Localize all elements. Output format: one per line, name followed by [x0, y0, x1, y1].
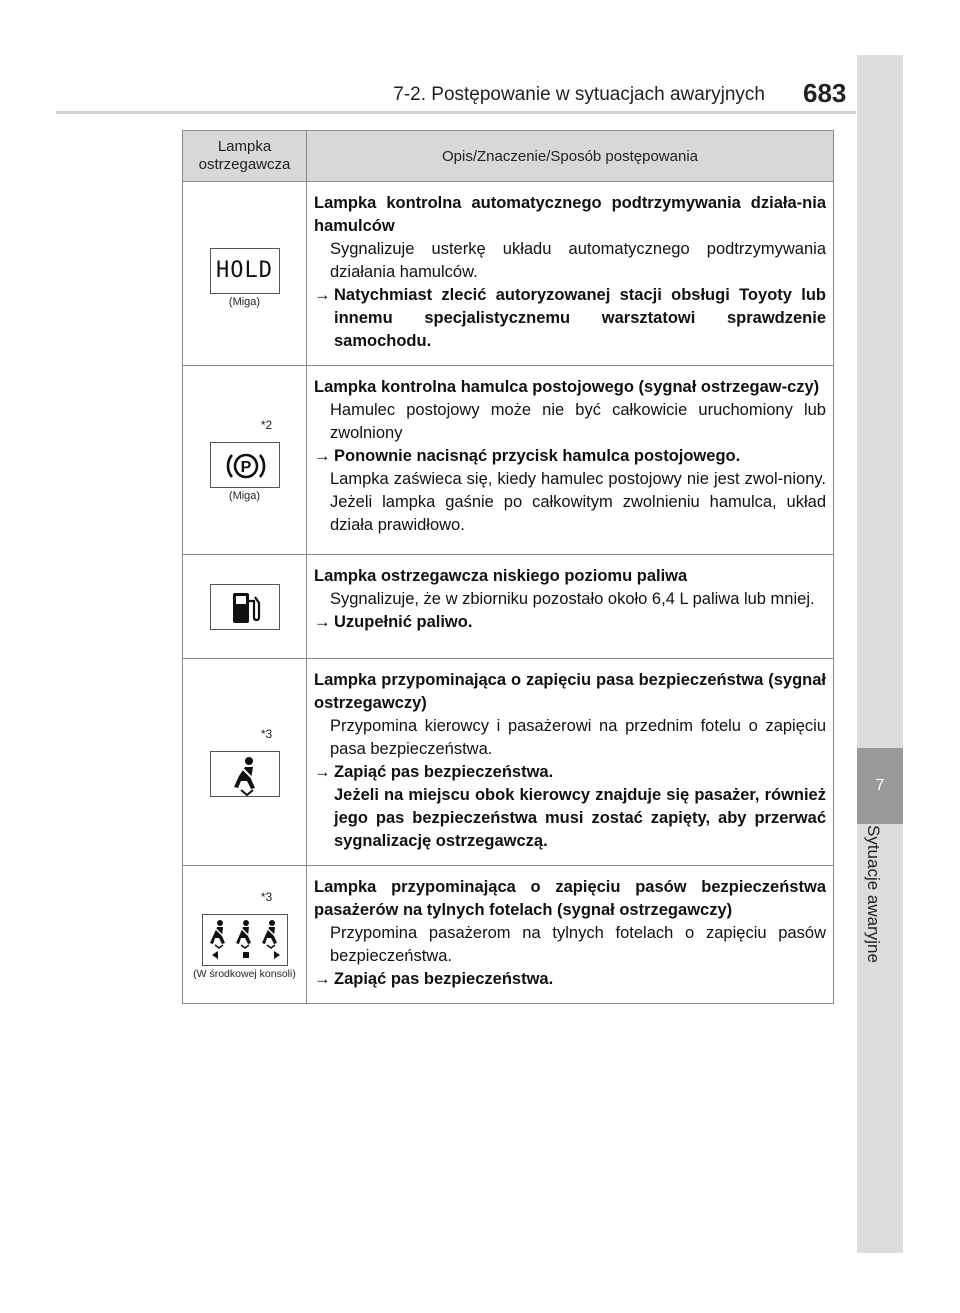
footnote-marker: *2: [260, 418, 273, 432]
lamp-title: Lampka przypominająca o zapięciu pasów bezpieczeństwa pasażerów na tylnych fotelach (sygnał ostrzegawczy): [314, 878, 826, 919]
lamp-cell: [183, 555, 307, 659]
lamp-cell: [183, 182, 307, 366]
lamp-description: Sygnalizuje, że w zbiorniku pozostało około 6,4 L paliwa lub mniej.: [330, 590, 815, 608]
lamp-action: → Natychmiast zlecić autoryzowanej stacji obsługi Toyoty lub innemu specjalistycznemu warsztatowi sprawdzenie samochodu.: [314, 286, 826, 350]
lamp-action: → Zapiąć pas bezpieczeństwa.: [314, 761, 826, 784]
page-number: 683: [803, 78, 847, 108]
table-row: [183, 366, 834, 555]
table-row: [183, 182, 834, 366]
table-row: [183, 659, 834, 866]
lamp-extra-note: Jeżeli na miejscu obok kierowcy znajduje się pasażer, również jego pas bezpieczeństwa musi zostać zapięty, aby przerwać sygnalizację ostrzegawczą.: [334, 786, 826, 850]
lamp-action: → Zapiąć pas bezpieczeństwa.: [314, 968, 826, 991]
lamp-note: (Miga): [228, 490, 261, 502]
arrow-icon: →: [314, 613, 331, 631]
parking-brake-icon: [210, 442, 280, 488]
lamp-cell: [183, 366, 307, 555]
arrow-icon: →: [314, 763, 331, 781]
lamp-extra-note: Lampka zaświeca się, kiedy hamulec postojowy nie jest zwol-niony. Jeżeli lampka gaśnie po całkowitym zwolnieniu hamulca, układ działa prawidłowo.: [330, 470, 826, 534]
chapter-title: Sytuacje awaryjne: [864, 825, 883, 963]
chapter-side-tab: [857, 55, 903, 1253]
hold-indicator-icon: HOLD: [210, 248, 280, 294]
rear-seatbelt-icon: [202, 914, 288, 966]
lamp-title: Lampka ostrzegawcza niskiego poziomu paliwa: [314, 567, 688, 585]
description-cell: [307, 182, 834, 366]
lamp-description: Przypomina kierowcy i pasażerowi na przednim fotelu o zapięciu pasa bezpieczeństwa.: [330, 717, 826, 758]
footnote-marker: *3: [260, 889, 273, 904]
description-cell: [307, 659, 834, 866]
description-cell: [307, 555, 834, 659]
table-header-row: [183, 131, 834, 182]
header-lamp: Lampka ostrzegawcza: [183, 131, 307, 182]
header-description: Opis/Znaczenie/Sposób postępowania: [307, 131, 834, 182]
table-row: [183, 555, 834, 659]
arrow-icon: →: [314, 447, 331, 465]
section-title: 7-2. Postępowanie w sytuacjach awaryjnych: [393, 84, 765, 105]
svg-text:P: P: [240, 459, 251, 476]
description-cell: [307, 866, 834, 1004]
lamp-cell: [183, 659, 307, 866]
lamp-description: Sygnalizuje usterkę układu automatycznego podtrzymywania działania hamulców.: [330, 240, 826, 281]
arrow-icon: →: [314, 970, 331, 988]
lamp-title: Lampka kontrolna automatycznego podtrzymywania działa-nia hamulców: [314, 194, 826, 235]
header-divider: [56, 111, 856, 114]
footnote-marker: *3: [260, 727, 273, 741]
lamp-description: Przypomina pasażerom na tylnych fotelach o zapięciu pasów bezpieczeństwa.: [330, 924, 826, 965]
lamp-title: Lampka kontrolna hamulca postojowego (sygnał ostrzegaw-czy): [314, 378, 820, 396]
table-row: [183, 866, 834, 1004]
lamp-action: → Uzupełnić paliwo.: [314, 611, 826, 634]
page-header: [0, 0, 960, 110]
lamp-note: (Miga): [228, 295, 261, 308]
lamp-action: → Ponownie nacisnąć przycisk hamulca postojowego.: [314, 445, 826, 468]
lamp-title: Lampka przypominająca o zapięciu pasa bezpieczeństwa (sygnał ostrzegawczy): [314, 671, 826, 712]
chapter-number-badge: 7: [857, 748, 903, 824]
fuel-pump-icon: [210, 584, 280, 630]
lamp-description: Hamulec postojowy może nie być całkowicie uruchomiony lub zwolniony: [330, 401, 826, 442]
arrow-icon: →: [314, 286, 331, 304]
warning-lamp-table: [182, 130, 834, 1004]
seatbelt-icon: [210, 751, 280, 797]
lamp-note: (W środkowej konsoli): [193, 967, 296, 980]
lamp-cell: [183, 866, 307, 1004]
description-cell: [307, 366, 834, 555]
